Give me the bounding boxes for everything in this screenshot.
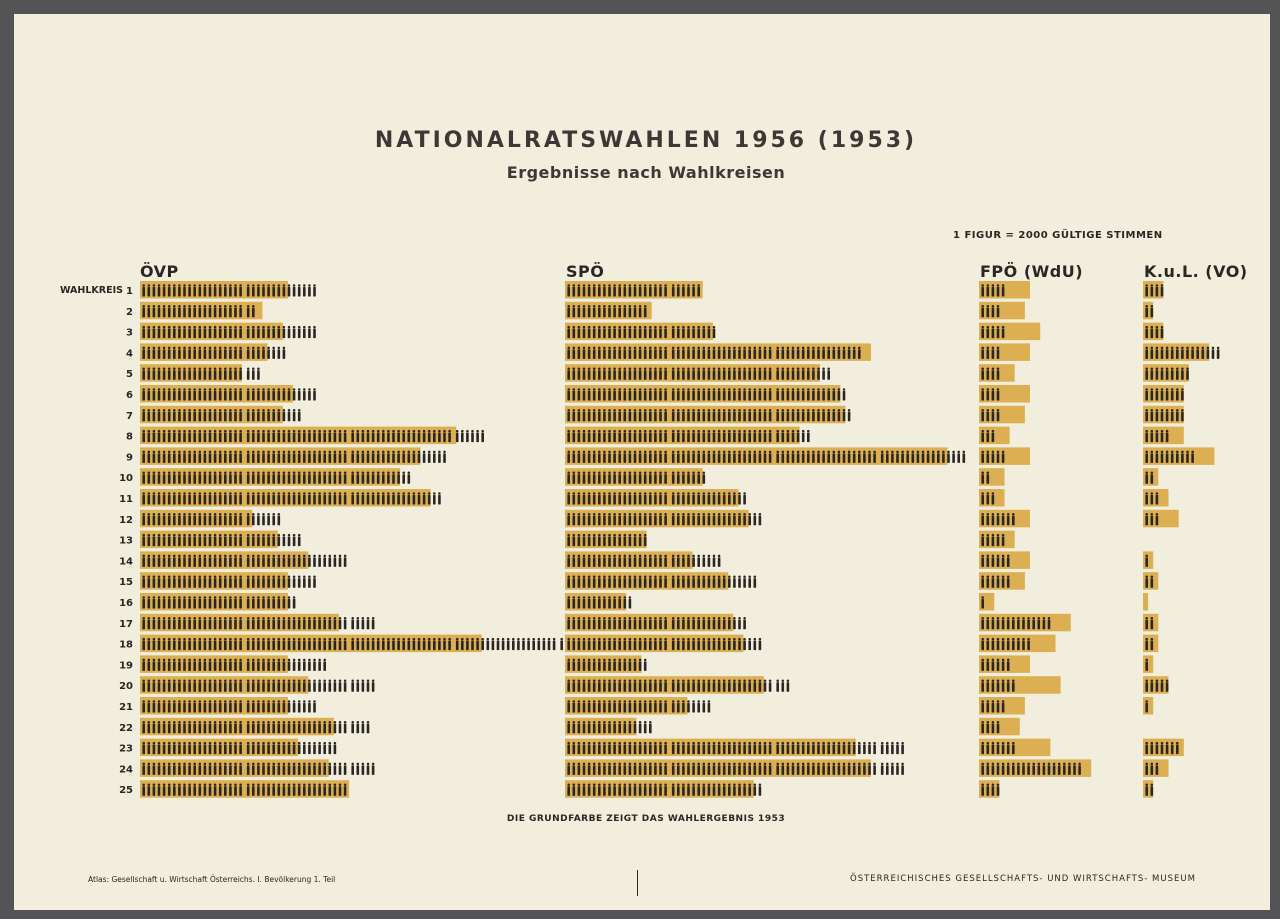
row-number-15: 15 (119, 577, 133, 589)
row-axis-label: WAHLKREIS (60, 285, 123, 296)
row-number-5: 5 (126, 369, 133, 381)
bar-1953-2-23 (979, 739, 1050, 757)
row-number-23: 23 (119, 743, 133, 755)
row-number-13: 13 (119, 535, 133, 547)
bar-1953-1-11 (565, 489, 738, 507)
row-number-12: 12 (119, 514, 133, 526)
row-number-24: 24 (119, 764, 133, 776)
bar-1953-2-22 (979, 718, 1020, 736)
row-number-2: 2 (126, 306, 133, 318)
party-label-kul: K.u.L. (VO) (1144, 262, 1248, 281)
figures-1956-2-8 (981, 430, 994, 442)
figures-1956-2-11 (981, 492, 994, 504)
row-number-16: 16 (119, 598, 133, 609)
chart-title: NATIONALRATSWAHLEN 1956 (1953) (374, 128, 918, 153)
party-label-spo: SPÖ (566, 262, 605, 281)
bar-1953-2-2 (979, 302, 1025, 320)
bar-1953-3-14 (1143, 551, 1153, 569)
bar-1953-2-16 (979, 593, 994, 611)
figures-1956-3-4 (1145, 347, 1219, 359)
row-number-7: 7 (126, 410, 133, 422)
bar-1953-3-9 (1143, 447, 1214, 465)
bar-1953-0-25 (140, 780, 349, 798)
figures-1956-2-16 (981, 596, 984, 608)
bar-1953-3-12 (1143, 510, 1179, 528)
footnote: DIE GRUNDFARBE ZEIGT DAS WAHLERGEBNIS 1953 (506, 814, 786, 824)
row-number-11: 11 (119, 494, 133, 505)
row-number-21: 21 (119, 702, 133, 713)
row-number-14: 14 (119, 556, 133, 568)
row-number-20: 20 (119, 681, 133, 693)
row-number-6: 6 (126, 390, 133, 401)
row-number-4: 4 (126, 348, 133, 360)
footer-divider (637, 870, 638, 896)
row-number-18: 18 (119, 639, 133, 651)
bar-1953-0-7 (140, 406, 283, 424)
figures-1956-3-12 (1145, 513, 1158, 525)
figures-1956-3-19 (1145, 659, 1148, 671)
row-number-8: 8 (126, 431, 133, 443)
figures-1956-3-11 (1145, 492, 1158, 504)
footer-source: Atlas: Gesellschaft u. Wirtschaft Österreichs. I. Bevölkerung 1. Teil (88, 875, 336, 884)
row-number-17: 17 (119, 618, 133, 630)
bar-1953-1-9 (565, 447, 948, 465)
row-number-25: 25 (119, 785, 133, 797)
bar-1953-2-7 (979, 406, 1025, 424)
legend-text: 1 FIGUR = 2000 GÜLTIGE STIMMEN (953, 230, 1163, 241)
bar-1953-2-20 (979, 676, 1061, 694)
figures-1956-3-14 (1145, 555, 1148, 567)
bar-1953-3-8 (1143, 427, 1184, 445)
chart-subtitle: Ergebnisse nach Wahlkreisen (506, 163, 786, 182)
row-number-22: 22 (119, 722, 133, 734)
party-label-ovp: ÖVP (140, 262, 179, 281)
figures-1956-1-7 (567, 409, 850, 421)
bar-1953-3-16 (1143, 593, 1148, 611)
row-number-3: 3 (126, 327, 133, 339)
bar-1953-1-12 (565, 510, 749, 528)
figures-1956-3-21 (1145, 700, 1148, 712)
bar-1953-3-21 (1143, 697, 1153, 715)
figures-1956-0-18 (142, 638, 563, 650)
bar-1953-0-5 (140, 364, 242, 382)
figures-1956-3-5 (1145, 367, 1188, 379)
row-number-10: 10 (119, 473, 133, 485)
row-number-1: 1 (126, 286, 133, 297)
row-number-19: 19 (119, 660, 133, 672)
figures-1956-3-24 (1145, 763, 1158, 775)
footer-publisher: ÖSTERREICHISCHES GESELLSCHAFTS- UND WIRTSCHAFTS- MUSEUM (850, 874, 1196, 884)
party-label-fpo: FPÖ (WdU) (980, 262, 1084, 281)
bar-1953-0-3 (140, 323, 283, 341)
bar-1953-3-19 (1143, 655, 1153, 673)
row-number-9: 9 (126, 452, 133, 464)
